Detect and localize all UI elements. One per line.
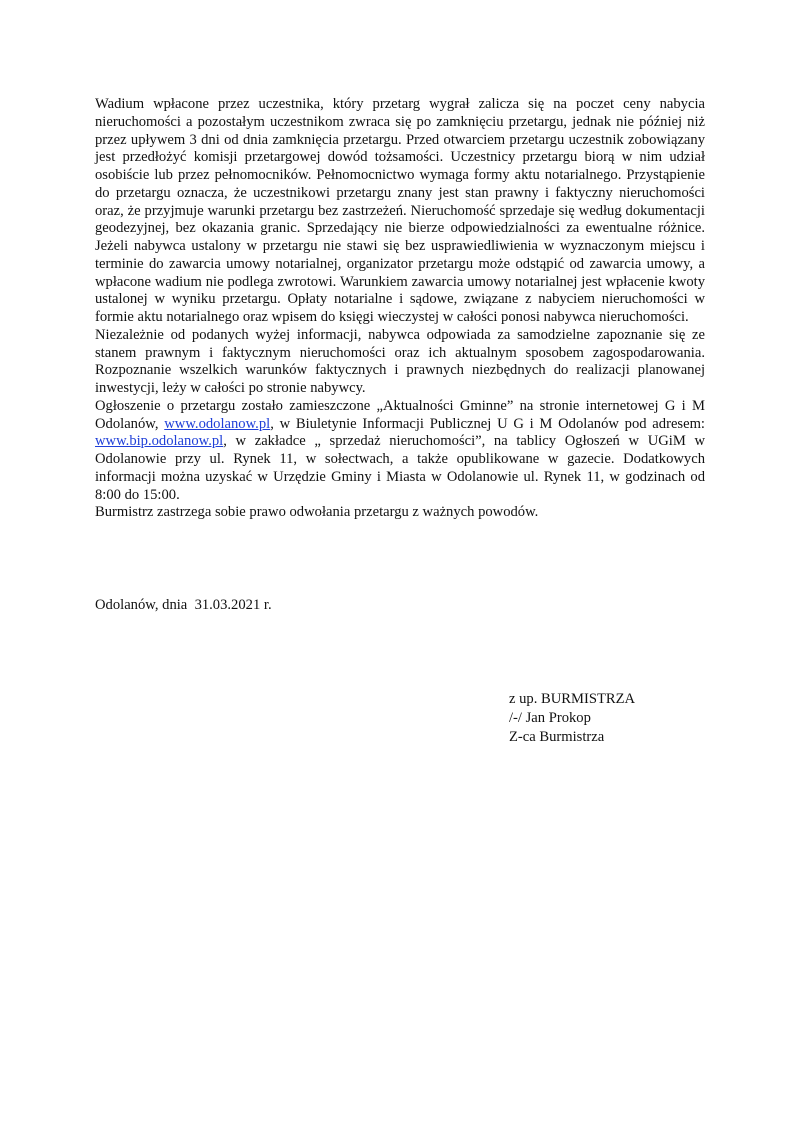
announcement-text-part-3: , w zakładce „ sprzedaż nieruchomości”, na tablicy Ogłoszeń w UGiM w Odolanowie przy ul. Rynek 11, w sołectwach, a także opublikowane w gazecie. Dodatkowych informacji można uzyskać w Urzędzie Gminy i Miasta w Odolanowie ul. Rynek 11, w godzinach od 8:00 do 15:00. [95,433,705,503]
announcement-text-part-1: Ogłoszenie o przetargu zostało zamieszczone „Aktualności Gminne” na stronie internetowej G i M Odolanów, [95,397,705,432]
document-body [95,96,705,522]
signature-block [509,690,635,747]
odolanow-website-link[interactable]: www.odolanow.pl [164,415,271,432]
paragraph-buyer-responsibility: Niezależnie od podanych wyżej informacji, nabywca odpowiada za samodzielne zapoznanie się ze stanem prawnym i faktycznym nieruchomości oraz ich aktualnym sposobem zagospodarowania. Rozpoznanie wszelkich warunków faktycznych i prawnych niezbędnych do realizacji planowanej inwestycji, leży w całości po stronie nabywcy. [95,326,705,396]
bip-website-link[interactable]: www.bip.odolanow.pl [95,433,224,450]
announcement-text-part-2: , w Biuletynie Informacji Publicznej U G i M Odolanów pod adresem: [270,415,705,432]
signature-name: /-/ Jan Prokop [509,710,591,726]
paragraph-deposit-terms: Wadium wpłacone przez uczestnika, który przetarg wygrał zalicza się na poczet ceny nabycia nieruchomości a pozostałym uczestnikom zwraca się po zamknięciu przetargu, jednak nie później niż przez upływem 3 dni od dnia zamknięcia przetargu. Przed otwarciem przetargu uczestnik zobowiązany jest przedłożyć komisji przetargowej dowód tożsamości. Uczestnicy przetargu biorą w nim udział osobiście lub przez pełnomocników. Pełnomocnictwo wymaga formy aktu notarialnego. Przystąpienie do przetargu oznacza, że uczestnikowi przetargu znany jest stan prawny i faktyczny nieruchomości oraz, że przyjmuje warunki przetargu bez zastrzeżeń. Nieruchomość sprzedaje się według dokumentacji geodezyjnej, bez okazania granic. Sprzedający nie bierze odpowiedzialności za ewentualne różnice. Jeżeli nabywca ustalony w przetargu nie stawi się bez usprawiedliwienia w wyznaczonym miejscu i terminie do zawarcia umowy notarialnej, organizator przetargu może odstąpić od zawarcia umowy, a wpłacone wadium nie podlega zwrotowi. Warunkiem zawarcia umowy notarialnej jest wpłacenie kwoty ustalonej w wyniku przetargu. Opłaty notarialne i sądowe, związane z nabyciem nieruchomości w formie aktu notarialnego oraz wpisem do księgi wieczystej w całości ponosi nabywca nieruchomości. [95,96,705,325]
signature-title: Z-ca Burmistrza [509,729,605,745]
paragraph-cancellation-right: Burmistrz zastrzega sobie prawo odwołania przetargu z ważnych powodów. [95,504,539,521]
signature-authority: z up. BURMISTRZA [509,691,636,707]
paragraph-announcement-info [95,398,705,505]
place-and-date: Odolanów, dnia 31.03.2021 r. [95,597,272,613]
